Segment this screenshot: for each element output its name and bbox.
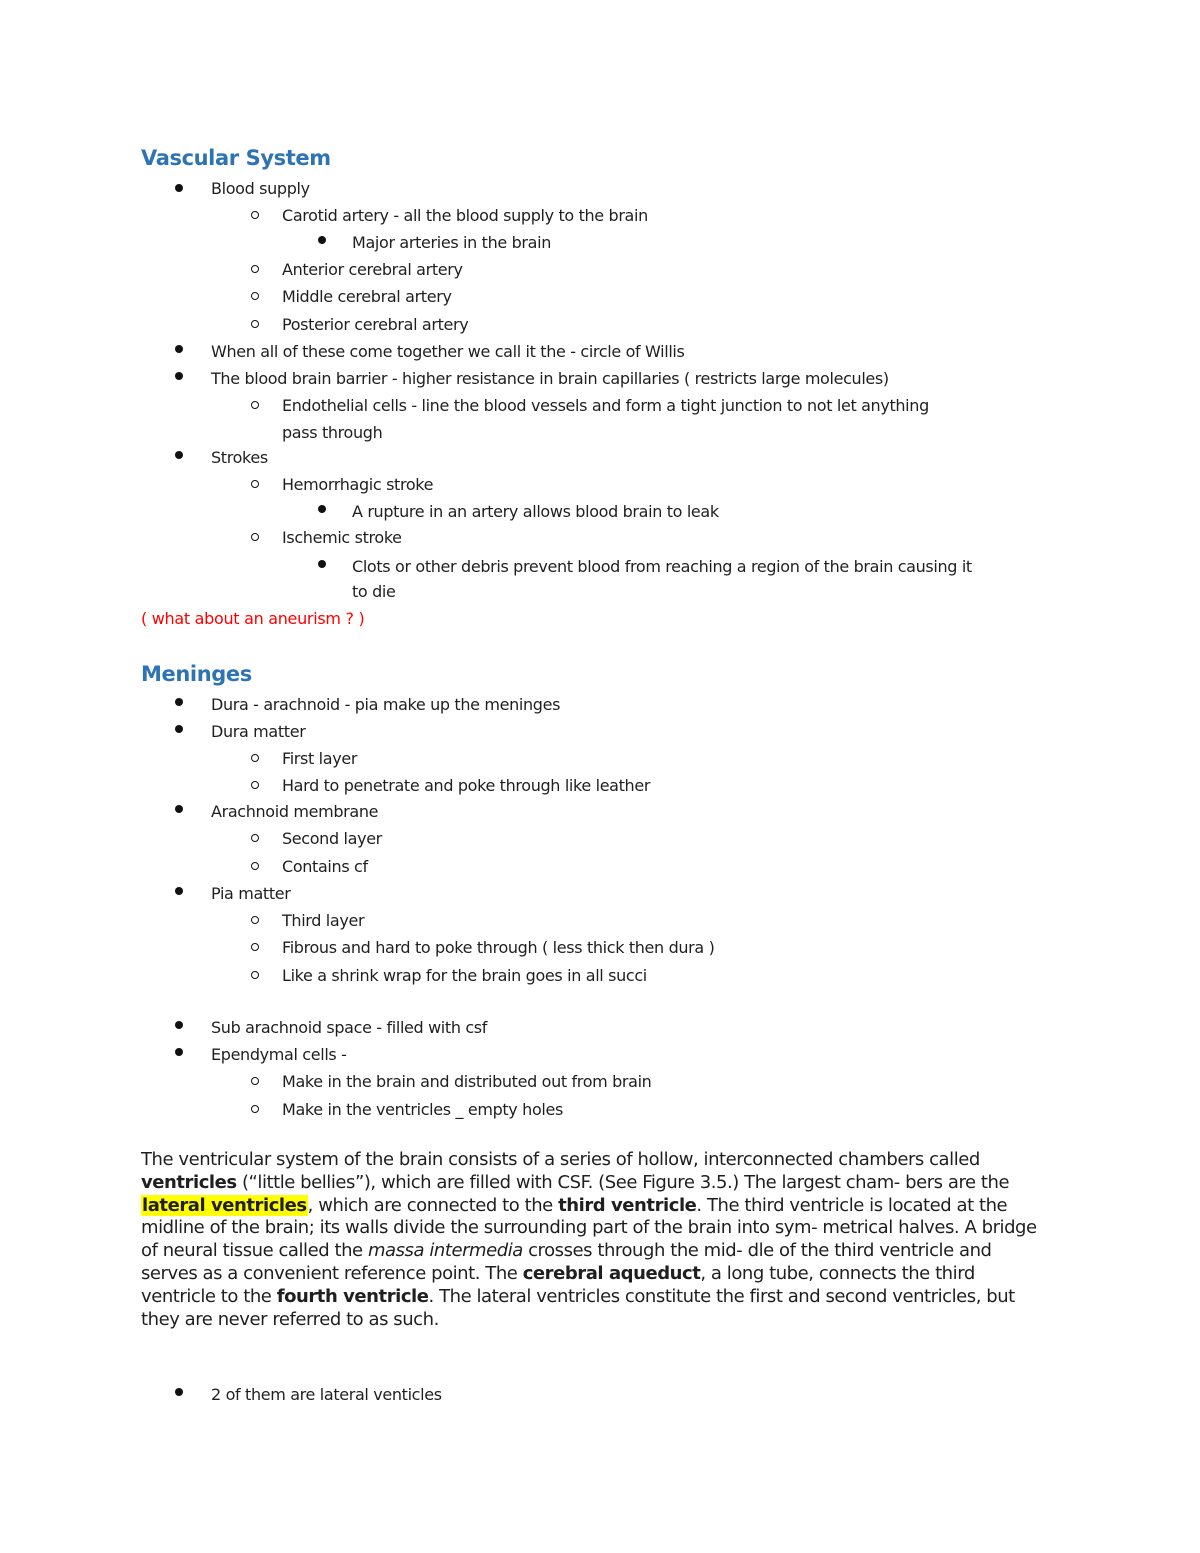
list-item-lateral-count: 2 of them are lateral venticles — [211, 1385, 442, 1404]
list-item-anterior-cerebral: Anterior cerebral artery — [282, 260, 463, 279]
para-text: The ventricular system of the brain consists of a series of hollow, interconnected chambers called — [141, 1149, 980, 1170]
list-item-hard-to-penetrate: Hard to penetrate and poke through like leather — [282, 776, 651, 795]
para-text: . The lateral ventricles constitute the first and second ventricles, but they are never referred to as such. — [141, 1285, 1015, 1330]
bullet-disc-icon — [175, 1048, 183, 1056]
term-ventricles: ventricles — [141, 1171, 237, 1193]
list-item-fibrous: Fibrous and hard to poke through ( less thick then dura ) — [282, 938, 715, 957]
bullet-circle-icon — [251, 533, 259, 541]
bullet-circle-icon — [251, 401, 259, 409]
list-item-make-in-ventricles: Make in the ventricles _ empty holes — [282, 1100, 563, 1119]
list-item-clots-cont: to die — [352, 582, 396, 601]
bullet-circle-icon — [251, 943, 259, 951]
bullet-circle-icon — [251, 211, 259, 219]
bullet-circle-icon — [251, 1077, 259, 1085]
bullet-disc-icon — [175, 698, 183, 706]
para-text: . The third ventricle is located at the midline of the brain; its walls divide the surrounding part of the brain into sym- metrical halves. A bridge of neural tissue called the — [141, 1194, 1037, 1262]
heading-vascular-system: Vascular System — [141, 146, 331, 170]
list-item-endothelial-cells: Endothelial cells - line the blood vessels and form a tight junction to not let anything — [282, 396, 929, 415]
list-item-blood-brain-barrier: The blood brain barrier - higher resistance in brain capillaries ( restricts large molecules) — [211, 369, 889, 388]
bullet-circle-icon — [251, 292, 259, 300]
bullet-disc-icon — [318, 560, 326, 568]
term-cerebral-aqueduct: cerebral aqueduct — [522, 1262, 701, 1284]
bullet-circle-icon — [251, 834, 259, 842]
list-item-posterior-cerebral: Posterior cerebral artery — [282, 315, 469, 334]
bullet-circle-icon — [251, 781, 259, 789]
list-item-major-arteries: Major arteries in the brain — [352, 233, 551, 252]
list-item-dura-arachnoid-pia: Dura - arachnoid - pia make up the meninges — [211, 695, 561, 714]
bullet-circle-icon — [251, 971, 259, 979]
bullet-disc-icon — [175, 184, 183, 192]
list-item-endothelial-cells-cont: pass through — [282, 423, 383, 442]
bullet-disc-icon — [175, 345, 183, 353]
bullet-disc-icon — [175, 1388, 183, 1396]
bullet-disc-icon — [318, 505, 326, 513]
list-item-circle-of-willis: When all of these come together we call it the - circle of Willis — [211, 342, 685, 361]
bullet-disc-icon — [175, 372, 183, 380]
bullet-disc-icon — [318, 236, 326, 244]
term-third-ventricle: third ventricle — [558, 1194, 697, 1216]
list-item-strokes: Strokes — [211, 448, 268, 467]
list-item-dura-matter: Dura matter — [211, 722, 306, 741]
bullet-circle-icon — [251, 754, 259, 762]
list-item-ischemic-stroke: Ischemic stroke — [282, 528, 402, 547]
para-text: (“little bellies”), which are filled with CSF. (See Figure 3.5.) The largest cham- bers are the — [236, 1171, 1010, 1193]
list-item-clots: Clots or other debris prevent blood from reaching a region of the brain causing it — [352, 557, 972, 576]
bullet-circle-icon — [251, 320, 259, 328]
list-item-hemorrhagic-stroke: Hemorrhagic stroke — [282, 475, 434, 494]
list-item-rupture: A rupture in an artery allows blood brain to leak — [352, 502, 719, 521]
list-item-second-layer: Second layer — [282, 829, 382, 848]
aneurism-note: ( what about an aneurism ? ) — [141, 609, 365, 628]
highlight-lateral-ventricles — [141, 1195, 308, 1216]
list-item-middle-cerebral: Middle cerebral artery — [282, 287, 452, 306]
list-item-pia-matter: Pia matter — [211, 884, 291, 903]
list-item-contains-cf: Contains cf — [282, 857, 368, 876]
list-item-third-layer: Third layer — [282, 911, 365, 930]
bullet-disc-icon — [175, 1021, 183, 1029]
para-text: , which are connected to the — [307, 1194, 559, 1216]
term-lateral-ventricles: lateral ventricles — [142, 1194, 307, 1216]
bullet-circle-icon — [251, 1105, 259, 1113]
list-item-blood-supply: Blood supply — [211, 179, 310, 198]
list-item-arachnoid-membrane: Arachnoid membrane — [211, 802, 379, 821]
bullet-circle-icon — [251, 862, 259, 870]
list-item-make-in-brain: Make in the brain and distributed out from brain — [282, 1072, 652, 1091]
para-text: , a long tube, connects the third ventricle to the — [141, 1262, 975, 1307]
bullet-circle-icon — [251, 480, 259, 488]
bullet-disc-icon — [175, 725, 183, 733]
list-item-ependymal-cells: Ependymal cells - — [211, 1045, 347, 1064]
bullet-disc-icon — [175, 887, 183, 895]
heading-meninges: Meninges — [141, 662, 252, 686]
bullet-circle-icon — [251, 265, 259, 273]
list-item-carotid-artery: Carotid artery - all the blood supply to the brain — [282, 206, 648, 225]
bullet-circle-icon — [251, 916, 259, 924]
bullet-disc-icon — [175, 451, 183, 459]
bullet-disc-icon — [175, 805, 183, 813]
list-item-first-layer: First layer — [282, 749, 358, 768]
term-massa-intermedia: massa intermedia — [367, 1240, 523, 1262]
ventricular-system-paragraph — [141, 1149, 1051, 1331]
term-fourth-ventricle: fourth ventricle — [276, 1285, 429, 1307]
list-item-shrink-wrap: Like a shrink wrap for the brain goes in all succi — [282, 966, 647, 985]
para-text: crosses through the mid- dle of the third ventricle and serves as a convenient reference point. The — [141, 1240, 992, 1284]
list-item-sub-arachnoid: Sub arachnoid space - filled with csf — [211, 1018, 488, 1037]
